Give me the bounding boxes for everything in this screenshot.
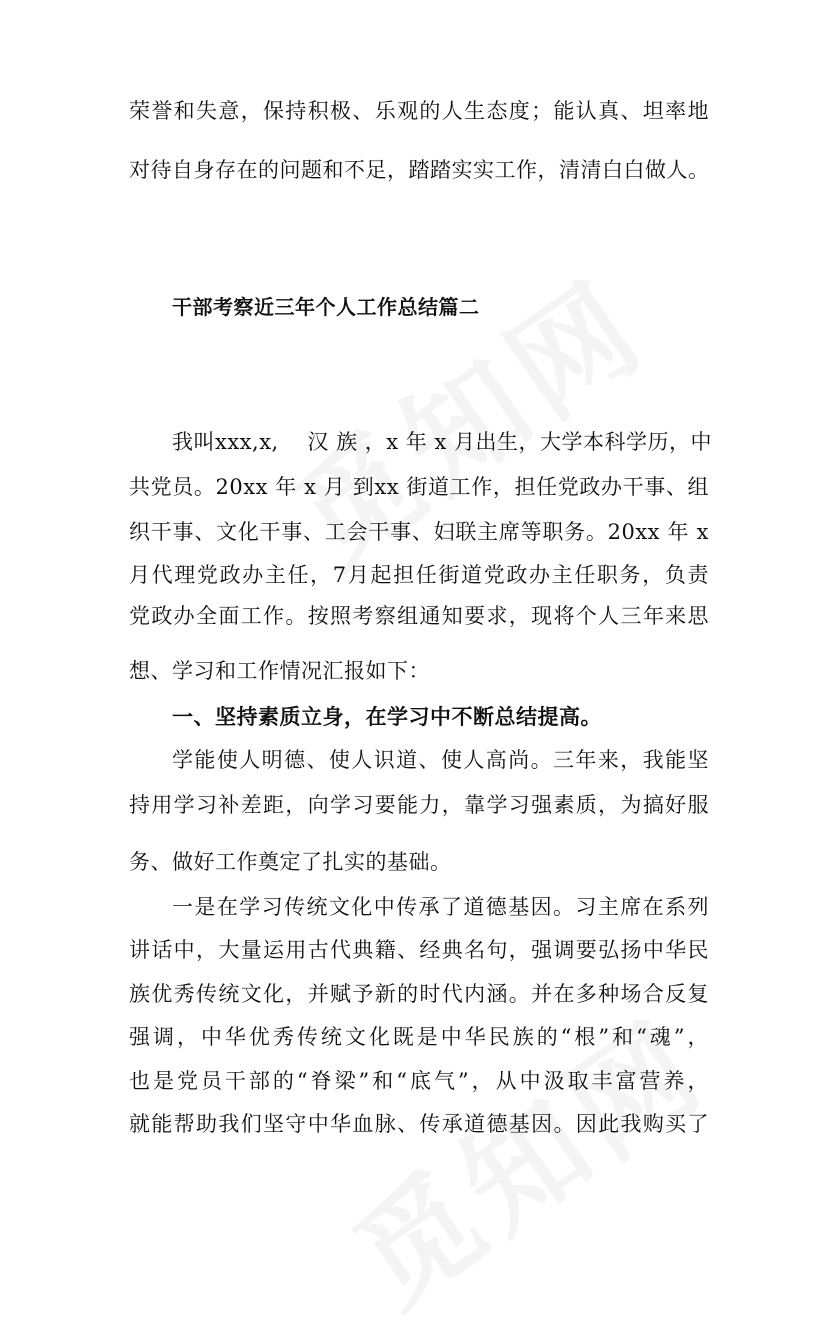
paragraph-line: 我叫xxx,x, 汉 族 ，x 年 x 月出生，大学本科学历，中: [172, 430, 712, 454]
paragraph-line: 想、学习和工作情况汇报如下：: [129, 659, 430, 683]
paragraph-line: 党政办全面工作。按照考察组通知要求，现将个人三年来思: [129, 604, 709, 628]
section-title: 干部考察近三年个人工作总结篇二: [172, 295, 480, 319]
paragraph-line: 强调，中华优秀传统文化既是中华民族的“根”和“魂”，: [129, 1025, 709, 1049]
paragraph-line: 讲话中，大量运用古代典籍、经典名句，强调要弘扬中华民: [129, 938, 709, 962]
paragraph-line: 一是在学习传统文化中传承了道德基因。习主席在系列: [172, 895, 709, 919]
paragraph-line: 就能帮助我们坚守中华血脉、传承道德基因。因此我购买了: [129, 1112, 709, 1136]
paragraph-line: 月代理党政办主任，7月起担任街道党政办主任职务，负责: [129, 563, 709, 587]
paragraph-line: 荣誉和失意，保持积极、乐观的人生态度；能认真、坦率地: [129, 99, 709, 123]
paragraph-line: 学能使人明德、使人识道、使人高尚。三年来，我能坚: [172, 748, 709, 772]
paragraph-line: 织干事、文化干事、工会干事、妇联主席等职务。20xx 年 x: [129, 520, 709, 544]
section-heading: 一、坚持素质立身，在学习中不断总结提高。: [172, 705, 602, 729]
paragraph-line: 共党员。20xx 年 x 月 到xx 街道工作，担任党政办干事、组: [129, 475, 709, 499]
paragraph-line: 族优秀传统文化，并赋予新的时代内涵。并在多种场合反复: [129, 982, 709, 1006]
paragraph-line: 持用学习补差距，向学习要能力，靠学习强素质，为搞好服: [129, 793, 709, 817]
paragraph-line: 对待自身存在的问题和不足，踏踏实实工作，清清白白做人。: [129, 158, 710, 182]
paragraph-line: 务、做好工作奠定了扎实的基础。: [129, 850, 452, 874]
paragraph-line: 也是党员干部的“脊梁”和“底气”，从中汲取丰富营养，: [129, 1069, 709, 1093]
